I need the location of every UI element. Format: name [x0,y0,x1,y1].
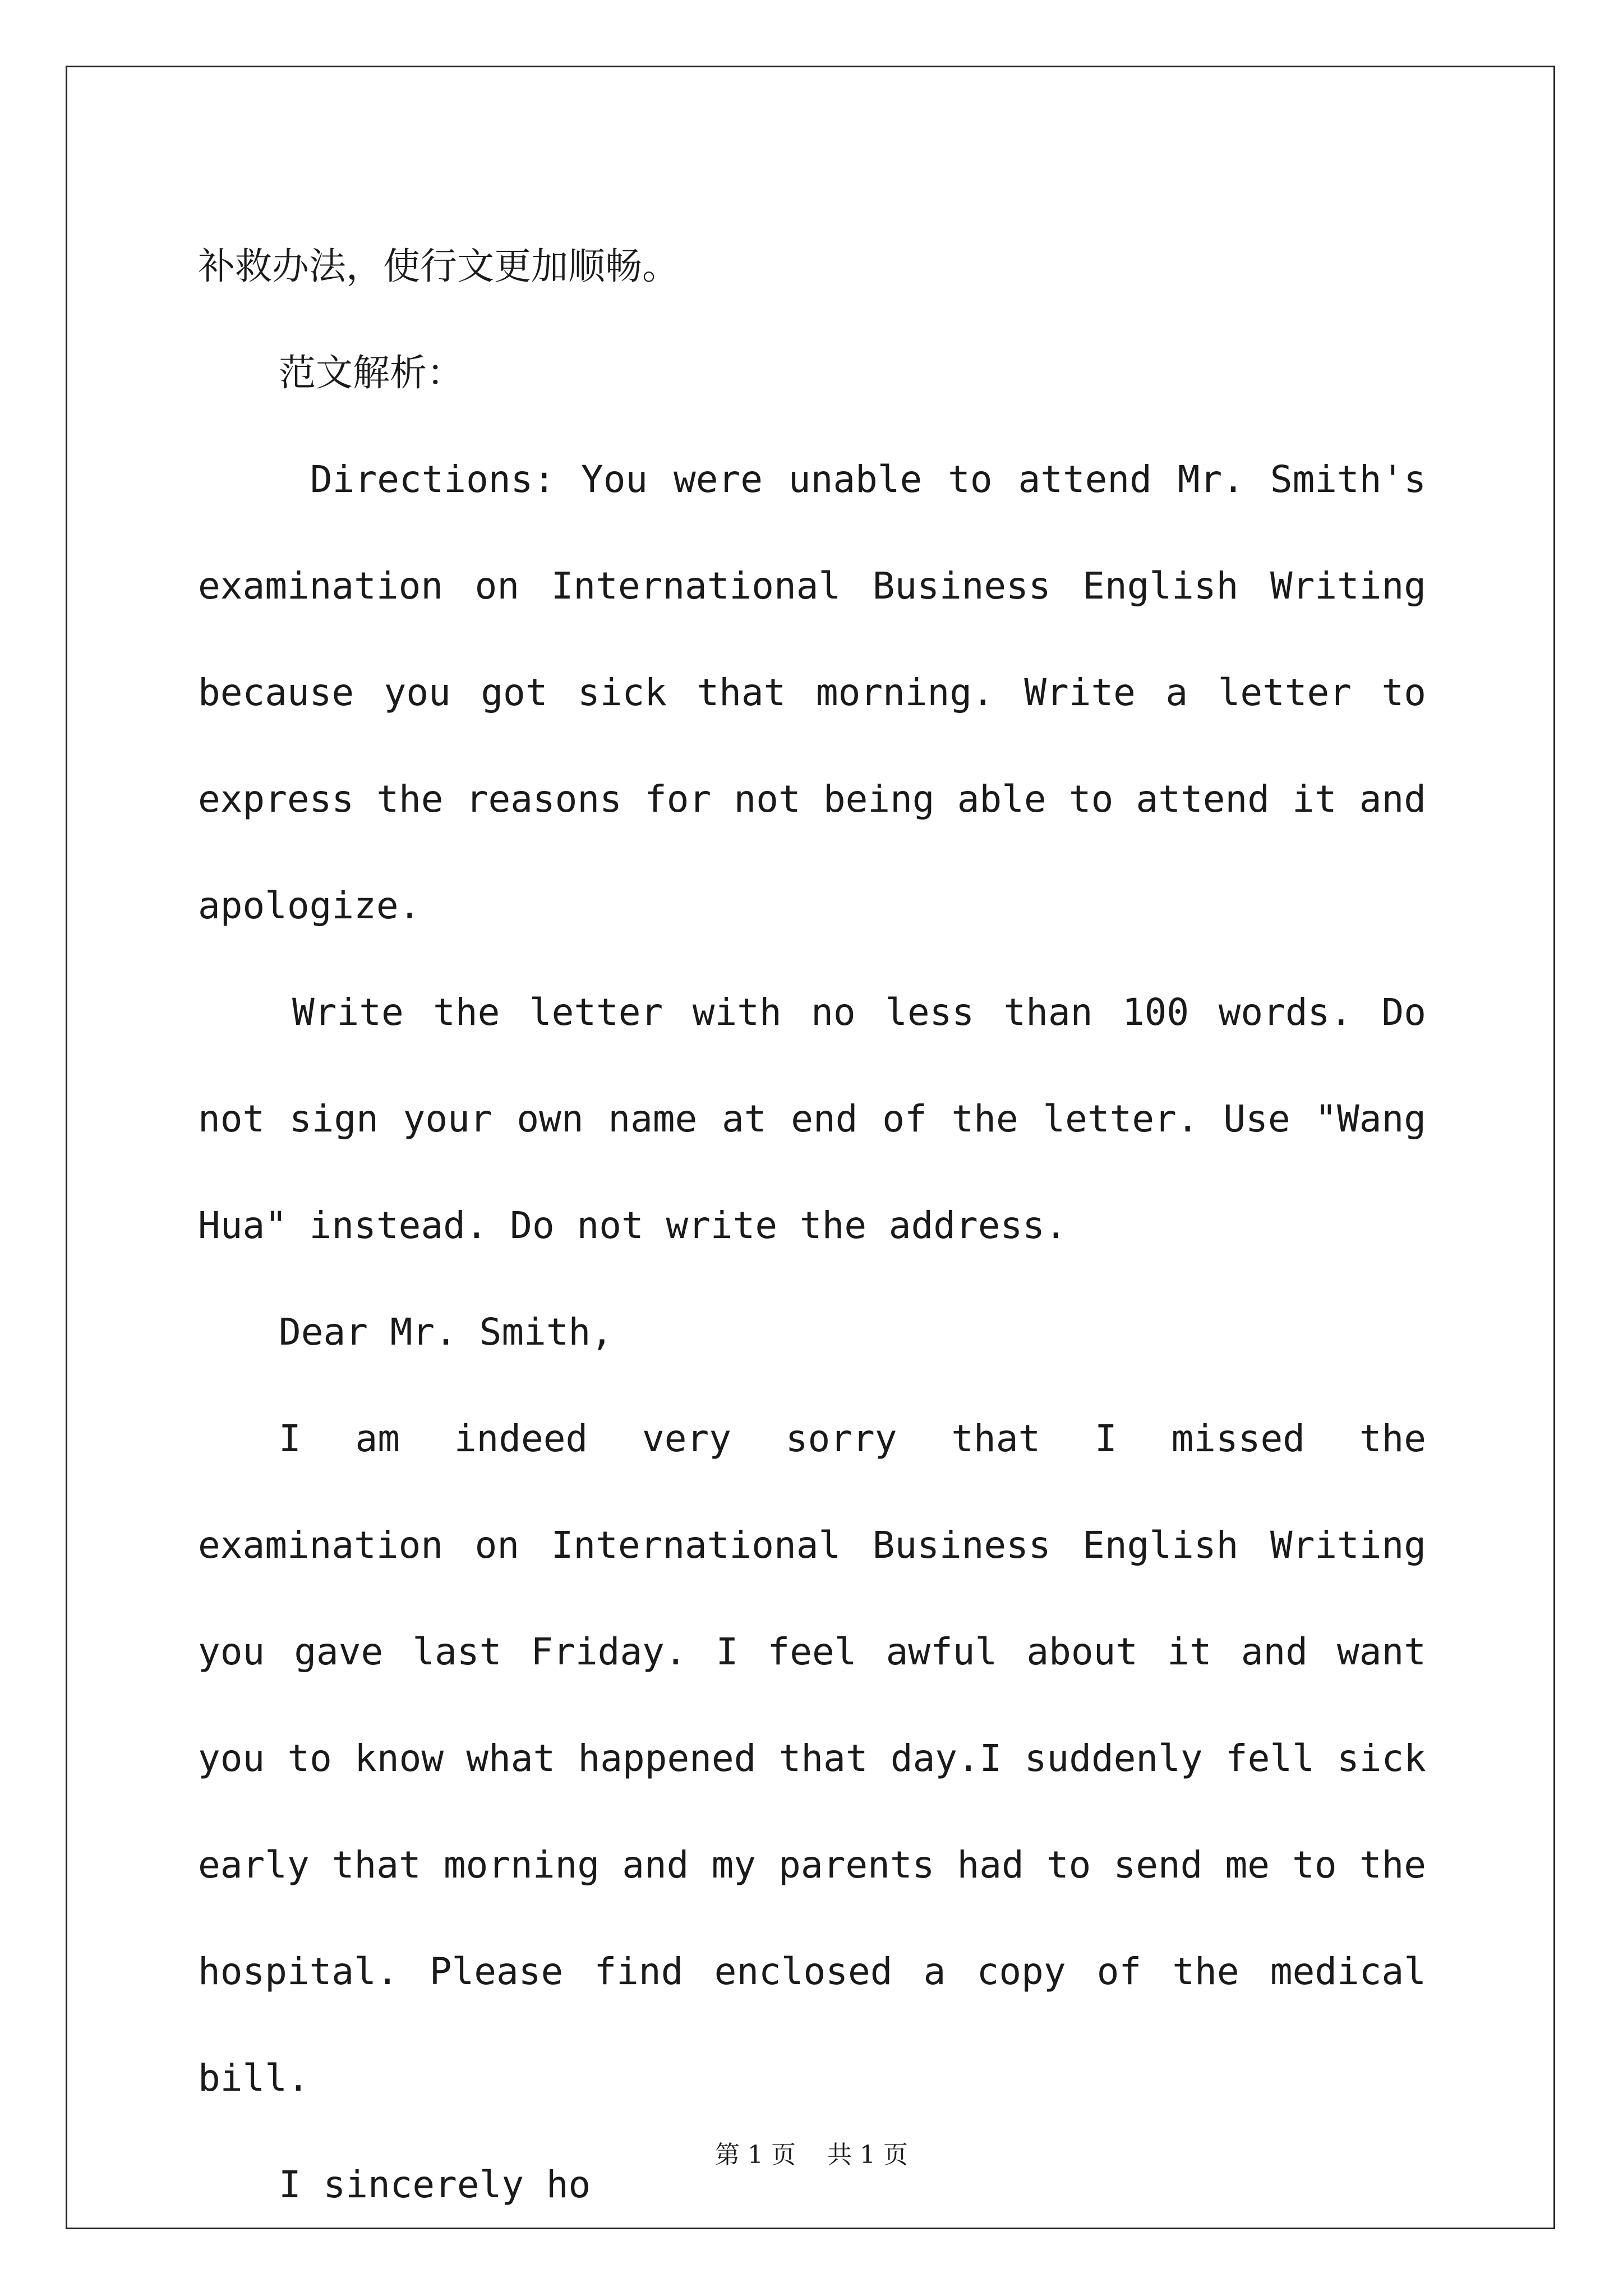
letter-body-paragraph: I am indeed very sorry that I missed the examination on International Business English Writing you gave last Friday. I feel awful about it and want you to know what happened that day.I suddenly fell sick early that morning and my parents had to send me to the hospital. Please find enclosed a copy of the medical bill. [198,1417,1426,2100]
paragraph-instructions: Write the letter with no less than 100 words. Do not sign your own name at end of the letter. Use "Wang Hua" instead. Do not write the address. [198,991,1426,1247]
page-number-label: 第 1 页 共 1 页 [715,2141,908,2169]
letter-truncated-paragraph: I sincerely ho [279,2163,591,2206]
letter-salutation: Dear Mr. Smith, [279,1310,614,1354]
paragraph-directions: Directions: You were unable to attend Mr. Smith's examination on International Business English Writing because you got sick that morning. Write a letter to express the reasons for not being able to attend it and apologize. [198,458,1426,927]
paragraph-sample-analysis-heading: 范文解析： [279,351,464,394]
page-footer [0,2134,1623,2170]
document-body [198,213,1426,2238]
paragraph-remedy: 补救办法，使行文更加顺畅。 [198,245,679,288]
